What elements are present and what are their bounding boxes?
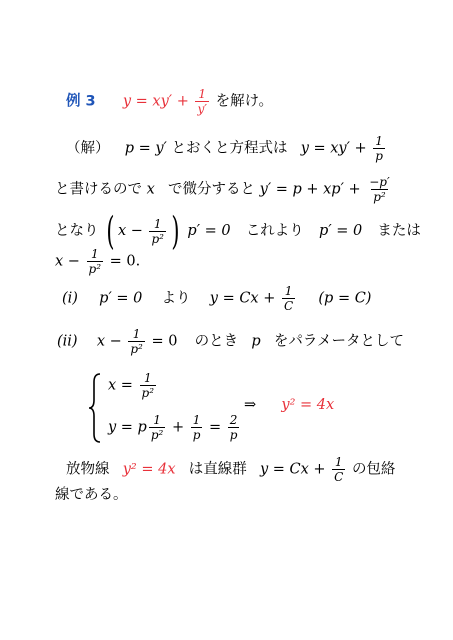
conclusion-parabola: y² = 4x bbox=[122, 461, 176, 478]
system-result bbox=[244, 398, 334, 413]
conclusion-text-3: の包絡 bbox=[351, 461, 396, 478]
right-paren: ) bbox=[171, 209, 180, 253]
case1-fraction: $\frac{1}{C}$ bbox=[283, 284, 294, 313]
system-row2-plus: + bbox=[171, 419, 185, 436]
system-row-2 bbox=[108, 414, 241, 441]
example-equation: y = xy′ + bbox=[122, 93, 189, 110]
system-row2-fraction-1: $\frac{1}{\text{p²}}$ bbox=[150, 413, 164, 442]
case2-fraction: $\frac{1}{\text{p²}}$ bbox=[130, 327, 143, 356]
solution-line-2 bbox=[55, 176, 394, 203]
system-row-1 bbox=[108, 372, 158, 399]
conclusion-equation: y = Cx + bbox=[259, 461, 326, 478]
conclusion-line2-text: 線である。 bbox=[55, 487, 128, 503]
solution-tag: （解） bbox=[66, 140, 110, 157]
line2-text-1: と書けるので bbox=[55, 181, 142, 198]
system-row2-equals: = bbox=[209, 419, 222, 436]
example-line bbox=[66, 88, 273, 115]
p-definition: p = y′ bbox=[124, 140, 167, 157]
line3-after-paren: p′ = 0 bbox=[187, 223, 231, 239]
case2-var: p bbox=[251, 333, 261, 350]
case1-condition: p′ = 0 bbox=[99, 290, 143, 307]
system-row2-fraction-3: $\frac{2}{p}$ bbox=[229, 413, 238, 442]
line1-equation: y = xy′ + bbox=[300, 140, 367, 157]
case2-lhs: x − bbox=[96, 333, 122, 350]
line2-fraction: $\frac{-p'}{\text{p²}}$ bbox=[369, 175, 390, 204]
case1-equation: y = Cx + bbox=[209, 290, 276, 307]
system-row1-fraction: $\frac{1}{\text{p²}}$ bbox=[141, 371, 155, 400]
line3-text-2: これより bbox=[245, 223, 304, 239]
line3-text-1: となり bbox=[55, 223, 99, 239]
example-instruction: を解け。 bbox=[215, 93, 273, 110]
line4-lhs: x − bbox=[55, 253, 80, 270]
example-label: 例 3 bbox=[66, 93, 96, 110]
case2-rhs: = 0 bbox=[151, 333, 178, 350]
system-row2-fraction-2: $\frac{1}{p}$ bbox=[192, 413, 201, 442]
line3-equation: p′ = 0 bbox=[319, 223, 363, 239]
conclusion-line-2 bbox=[55, 488, 128, 503]
system-result-equation: y² = 4x bbox=[281, 397, 335, 413]
case1-note: (p = C) bbox=[318, 290, 372, 307]
line3-text-3: または bbox=[377, 223, 421, 239]
conclusion-fraction: $\frac{1}{C}$ bbox=[334, 455, 344, 484]
solution-line-3 bbox=[55, 209, 421, 253]
left-brace-icon bbox=[88, 372, 102, 444]
system-row1-lhs: x = bbox=[108, 377, 133, 394]
line2-text-2: で微分すると bbox=[168, 181, 256, 198]
solution-line-4 bbox=[55, 248, 140, 275]
paren-inner: x − bbox=[117, 223, 143, 239]
conclusion-text-1: 放物線 bbox=[66, 461, 110, 478]
line3-fraction: $\frac{1}{\text{p²}}$ bbox=[151, 216, 164, 246]
case2-text-1: のとき bbox=[194, 333, 239, 350]
example-fraction: $\frac{1}{y'}$ bbox=[197, 87, 207, 116]
conclusion-line-1 bbox=[66, 456, 395, 483]
system-row2-lhs: y = p bbox=[108, 419, 147, 436]
line1-fraction: $\frac{1}{p}$ bbox=[375, 134, 383, 163]
implies-arrow: ⇒ bbox=[244, 397, 257, 413]
line1-text: とおくと方程式は bbox=[171, 140, 288, 157]
case1-label: (i) bbox=[62, 290, 78, 307]
line4-fraction: $\frac{1}{\text{p²}}$ bbox=[88, 247, 102, 276]
line4-rhs: = 0. bbox=[109, 253, 141, 270]
case1-text: より bbox=[161, 290, 191, 307]
case2-label: (ii) bbox=[57, 333, 78, 350]
case-1 bbox=[62, 285, 371, 312]
case-2 bbox=[57, 328, 404, 355]
line2-var: x bbox=[146, 181, 155, 198]
conclusion-text-2: は直線群 bbox=[188, 461, 247, 478]
case2-text-2: をパラメータとして bbox=[273, 333, 404, 350]
solution-line-1 bbox=[66, 135, 387, 162]
left-paren: ( bbox=[106, 209, 115, 253]
line2-equation: y′ = p + xp′ + bbox=[259, 181, 361, 198]
